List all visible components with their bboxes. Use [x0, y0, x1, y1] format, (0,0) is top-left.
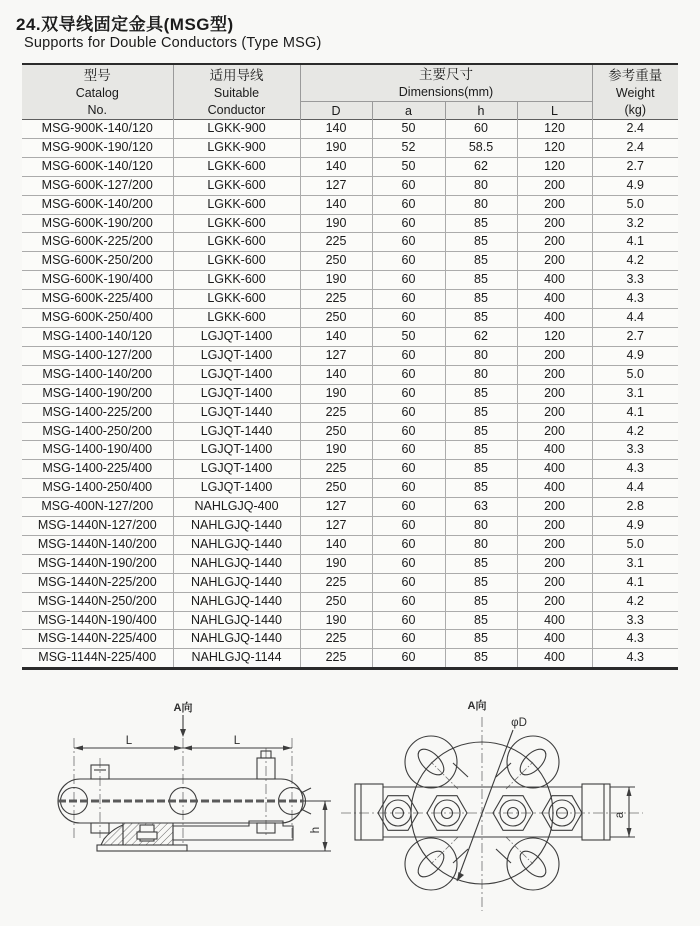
cell-weight: 4.3: [592, 630, 678, 649]
cell-dim-d: 225: [300, 573, 372, 592]
cell-dim-a: 60: [372, 460, 445, 479]
cell-dim-a: 60: [372, 630, 445, 649]
cell-weight: 4.9: [592, 176, 678, 195]
cell-dim-h: 85: [445, 214, 517, 233]
cell-dim-d: 140: [300, 535, 372, 554]
header-catalog-en1: Catalog: [75, 85, 119, 100]
table-row: [22, 214, 678, 233]
cell-conductor: NAHLGJQ-1440: [173, 573, 300, 592]
header-weight-en1: Weight: [615, 85, 655, 100]
cell-weight: 3.2: [592, 214, 678, 233]
header-dim-a: a: [372, 102, 445, 120]
cell-conductor: LGJQT-1440: [173, 422, 300, 441]
cell-dim-h: 85: [445, 422, 517, 441]
cell-dim-d: 140: [300, 195, 372, 214]
cell-dim-h: 80: [445, 195, 517, 214]
cell-catalog-no: MSG-1400-225/200: [22, 403, 173, 422]
right-dim-d-label: φD: [511, 717, 527, 729]
cell-catalog-no: MSG-400N-127/200: [22, 498, 173, 517]
cell-weight: 2.4: [592, 138, 678, 157]
cell-catalog-no: MSG-1400-127/200: [22, 346, 173, 365]
cell-dim-d: 190: [300, 384, 372, 403]
cell-dim-a: 60: [372, 233, 445, 252]
cell-dim-l: 200: [517, 195, 592, 214]
cell-dim-h: 85: [445, 554, 517, 573]
table-row: [22, 460, 678, 479]
cell-catalog-no: MSG-1440N-250/200: [22, 592, 173, 611]
table-row: [22, 120, 678, 139]
cell-catalog-no: MSG-600K-190/400: [22, 271, 173, 290]
cell-dim-d: 250: [300, 479, 372, 498]
cell-conductor: NAHLGJQ-1440: [173, 535, 300, 554]
cell-dim-h: 80: [445, 346, 517, 365]
cell-conductor: LGKK-600: [173, 252, 300, 271]
header-dim-d: D: [300, 102, 372, 120]
cell-conductor: LGJQT-1400: [173, 460, 300, 479]
left-dim-l2-label: L: [233, 735, 241, 747]
cell-dim-d: 250: [300, 422, 372, 441]
table-row: [22, 327, 678, 346]
cell-dim-h: 85: [445, 271, 517, 290]
cell-dim-a: 60: [372, 290, 445, 309]
cell-conductor: NAHLGJQ-1440: [173, 630, 300, 649]
cell-dim-h: 85: [445, 573, 517, 592]
header-weight-en2: (kg): [624, 102, 647, 117]
cell-conductor: NAHLGJQ-400: [173, 498, 300, 517]
cell-weight: 2.7: [592, 157, 678, 176]
side-view-svg: [45, 698, 345, 863]
cell-dim-l: 200: [517, 573, 592, 592]
cell-weight: 2.8: [592, 498, 678, 517]
table-row: [22, 403, 678, 422]
cell-catalog-no: MSG-1440N-140/200: [22, 535, 173, 554]
cell-dim-h: 85: [445, 460, 517, 479]
cell-weight: 2.4: [592, 120, 678, 139]
cell-dim-d: 250: [300, 309, 372, 328]
cell-dim-d: 140: [300, 157, 372, 176]
cell-catalog-no: MSG-900K-190/120: [22, 138, 173, 157]
cell-dim-l: 200: [517, 498, 592, 517]
cell-dim-a: 60: [372, 592, 445, 611]
cell-conductor: LGJQT-1400: [173, 441, 300, 460]
cell-catalog-no: MSG-1400-190/200: [22, 384, 173, 403]
right-view-label: A向: [467, 700, 487, 712]
cell-conductor: LGJQT-1400: [173, 384, 300, 403]
table-row: [22, 649, 678, 669]
cell-catalog-no: MSG-1400-140/200: [22, 365, 173, 384]
cell-weight: 4.3: [592, 290, 678, 309]
cell-dim-l: 200: [517, 346, 592, 365]
cell-conductor: LGKK-600: [173, 233, 300, 252]
cell-weight: 5.0: [592, 535, 678, 554]
left-view-label: A向: [173, 702, 193, 714]
table-row: [22, 195, 678, 214]
cell-weight: 3.3: [592, 611, 678, 630]
cell-dim-d: 140: [300, 120, 372, 139]
table-row: [22, 630, 678, 649]
cell-dim-d: 140: [300, 365, 372, 384]
cell-conductor: LGKK-600: [173, 195, 300, 214]
cell-dim-d: 140: [300, 327, 372, 346]
cell-dim-a: 60: [372, 346, 445, 365]
cell-dim-l: 200: [517, 252, 592, 271]
header-dimensions-zh: 主要尺寸: [300, 64, 592, 84]
cell-dim-h: 85: [445, 384, 517, 403]
cell-dim-a: 60: [372, 271, 445, 290]
cell-dim-d: 250: [300, 592, 372, 611]
cell-catalog-no: MSG-1440N-190/400: [22, 611, 173, 630]
catalog-table: [22, 63, 678, 670]
cell-dim-d: 127: [300, 176, 372, 195]
cell-conductor: LGJQT-1400: [173, 479, 300, 498]
cell-dim-a: 60: [372, 214, 445, 233]
cell-dim-h: 85: [445, 403, 517, 422]
cell-weight: 3.3: [592, 441, 678, 460]
cell-dim-l: 400: [517, 290, 592, 309]
header-weight: [592, 64, 678, 120]
cell-dim-l: 120: [517, 327, 592, 346]
table-row: [22, 573, 678, 592]
cell-dim-h: 85: [445, 649, 517, 669]
cell-conductor: LGKK-600: [173, 271, 300, 290]
cell-weight: 4.9: [592, 346, 678, 365]
header-dimensions-en: Dimensions(mm): [300, 84, 592, 102]
header-conductor-zh: 适用导线: [209, 67, 264, 83]
table-row: [22, 290, 678, 309]
table-row: [22, 554, 678, 573]
cell-dim-a: 60: [372, 479, 445, 498]
cell-dim-a: 60: [372, 422, 445, 441]
cell-conductor: NAHLGJQ-1440: [173, 592, 300, 611]
cell-dim-l: 200: [517, 517, 592, 536]
cell-catalog-no: MSG-1400-250/400: [22, 479, 173, 498]
cell-catalog-no: MSG-600K-127/200: [22, 176, 173, 195]
table-row: [22, 346, 678, 365]
cell-dim-h: 85: [445, 611, 517, 630]
table-row: [22, 535, 678, 554]
cell-conductor: NAHLGJQ-1440: [173, 554, 300, 573]
cell-dim-l: 200: [517, 554, 592, 573]
cell-conductor: NAHLGJQ-1440: [173, 517, 300, 536]
cell-dim-h: 63: [445, 498, 517, 517]
cell-dim-a: 60: [372, 441, 445, 460]
page-title: 24.双导线固定金具(MSG型): [16, 15, 234, 34]
header-dim-h: h: [445, 102, 517, 120]
cell-dim-l: 400: [517, 630, 592, 649]
header-dim-l: L: [517, 102, 592, 120]
cell-conductor: LGKK-600: [173, 290, 300, 309]
table-row: [22, 271, 678, 290]
cell-catalog-no: MSG-1400-225/400: [22, 460, 173, 479]
cell-dim-a: 60: [372, 517, 445, 536]
cell-dim-l: 400: [517, 309, 592, 328]
cell-conductor: LGKK-600: [173, 214, 300, 233]
cell-catalog-no: MSG-600K-225/200: [22, 233, 173, 252]
header-conductor: [173, 64, 300, 120]
cell-dim-a: 60: [372, 403, 445, 422]
cell-conductor: LGJQT-1440: [173, 403, 300, 422]
table-header: [22, 64, 678, 120]
cell-dim-d: 225: [300, 233, 372, 252]
cell-catalog-no: MSG-600K-225/400: [22, 290, 173, 309]
cell-catalog-no: MSG-600K-250/400: [22, 309, 173, 328]
cell-dim-a: 60: [372, 384, 445, 403]
cell-catalog-no: MSG-1440N-127/200: [22, 517, 173, 536]
cell-catalog-no: MSG-1400-250/200: [22, 422, 173, 441]
cell-weight: 5.0: [592, 365, 678, 384]
cell-conductor: LGJQT-1400: [173, 327, 300, 346]
cell-dim-h: 80: [445, 535, 517, 554]
cell-catalog-no: MSG-1440N-225/400: [22, 630, 173, 649]
cell-dim-d: 225: [300, 649, 372, 669]
cell-dim-d: 190: [300, 271, 372, 290]
cell-weight: 3.3: [592, 271, 678, 290]
cell-weight: 5.0: [592, 195, 678, 214]
cell-dim-h: 85: [445, 630, 517, 649]
cell-dim-h: 85: [445, 479, 517, 498]
cell-dim-h: 85: [445, 233, 517, 252]
cell-conductor: LGKK-600: [173, 157, 300, 176]
cell-dim-h: 80: [445, 517, 517, 536]
header-weight-zh: 参考重量: [608, 67, 663, 83]
table-row: [22, 498, 678, 517]
cell-weight: 4.9: [592, 517, 678, 536]
cell-dim-a: 50: [372, 157, 445, 176]
cell-dim-d: 127: [300, 498, 372, 517]
cell-catalog-no: MSG-1144N-225/400: [22, 649, 173, 669]
cell-dim-a: 60: [372, 195, 445, 214]
cell-dim-h: 85: [445, 592, 517, 611]
cell-dim-a: 60: [372, 176, 445, 195]
front-view-drawing: [335, 693, 655, 926]
table-row: [22, 138, 678, 157]
cell-weight: 4.2: [592, 252, 678, 271]
cell-dim-l: 400: [517, 271, 592, 290]
table-row: [22, 592, 678, 611]
table-row: [22, 365, 678, 384]
cell-catalog-no: MSG-1400-140/120: [22, 327, 173, 346]
cell-dim-l: 200: [517, 403, 592, 422]
table-row: [22, 479, 678, 498]
cell-dim-a: 60: [372, 611, 445, 630]
header-conductor-en1: Suitable: [213, 85, 260, 100]
cell-weight: 4.1: [592, 403, 678, 422]
cell-catalog-no: MSG-600K-140/200: [22, 195, 173, 214]
cell-dim-d: 225: [300, 630, 372, 649]
cell-dim-a: 60: [372, 365, 445, 384]
cell-catalog-no: MSG-900K-140/120: [22, 120, 173, 139]
cell-dim-h: 85: [445, 290, 517, 309]
cell-dim-l: 200: [517, 422, 592, 441]
cell-dim-a: 52: [372, 138, 445, 157]
cell-dim-a: 60: [372, 498, 445, 517]
cell-catalog-no: MSG-600K-250/200: [22, 252, 173, 271]
table-row: [22, 176, 678, 195]
cell-weight: 3.1: [592, 384, 678, 403]
cell-dim-l: 200: [517, 384, 592, 403]
cell-conductor: NAHLGJQ-1144: [173, 649, 300, 669]
table-row: [22, 441, 678, 460]
cell-conductor: LGKK-600: [173, 309, 300, 328]
cell-dim-d: 190: [300, 554, 372, 573]
cell-conductor: NAHLGJQ-1440: [173, 611, 300, 630]
table-row: [22, 384, 678, 403]
side-view-drawing: [45, 698, 345, 868]
cell-dim-a: 60: [372, 252, 445, 271]
cell-dim-h: 80: [445, 365, 517, 384]
cell-dim-a: 60: [372, 573, 445, 592]
cell-catalog-no: MSG-1440N-225/200: [22, 573, 173, 592]
cell-dim-l: 200: [517, 233, 592, 252]
cell-dim-h: 62: [445, 157, 517, 176]
cell-weight: 4.4: [592, 309, 678, 328]
cell-dim-l: 120: [517, 120, 592, 139]
cell-dim-d: 250: [300, 252, 372, 271]
header-catalog: [22, 64, 173, 120]
cell-dim-h: 85: [445, 441, 517, 460]
cell-dim-a: 50: [372, 120, 445, 139]
cell-dim-h: 62: [445, 327, 517, 346]
cell-dim-l: 400: [517, 460, 592, 479]
cell-dim-l: 200: [517, 176, 592, 195]
cell-dim-a: 60: [372, 309, 445, 328]
cell-dim-l: 200: [517, 592, 592, 611]
cell-dim-l: 400: [517, 649, 592, 669]
catalog-table-wrap: [22, 63, 678, 670]
cell-dim-d: 127: [300, 346, 372, 365]
cell-weight: 4.3: [592, 460, 678, 479]
cell-weight: 4.1: [592, 233, 678, 252]
cell-dim-a: 50: [372, 327, 445, 346]
cell-dim-h: 58.5: [445, 138, 517, 157]
cell-dim-d: 190: [300, 611, 372, 630]
cell-dim-l: 400: [517, 611, 592, 630]
header-catalog-en2: No.: [87, 102, 107, 117]
front-view-svg: [335, 693, 655, 921]
cell-conductor: LGJQT-1400: [173, 346, 300, 365]
cell-dim-l: 120: [517, 157, 592, 176]
cell-dim-l: 120: [517, 138, 592, 157]
header-conductor-en2: Conductor: [207, 102, 266, 117]
cell-dim-l: 400: [517, 441, 592, 460]
cell-dim-d: 225: [300, 290, 372, 309]
table-row: [22, 309, 678, 328]
cell-catalog-no: MSG-1440N-190/200: [22, 554, 173, 573]
table-row: [22, 233, 678, 252]
table-row: [22, 157, 678, 176]
cell-dim-l: 400: [517, 479, 592, 498]
cell-dim-d: 190: [300, 441, 372, 460]
cell-weight: 4.2: [592, 422, 678, 441]
cell-dim-d: 190: [300, 214, 372, 233]
left-dim-h-label: h: [310, 826, 322, 834]
cell-catalog-no: MSG-1400-190/400: [22, 441, 173, 460]
cell-conductor: LGKK-900: [173, 138, 300, 157]
header-catalog-zh: 型号: [83, 67, 111, 83]
table-body: [22, 120, 678, 669]
table-row: [22, 517, 678, 536]
cell-dim-l: 200: [517, 214, 592, 233]
cell-dim-a: 60: [372, 649, 445, 669]
cell-dim-h: 80: [445, 176, 517, 195]
cell-dim-a: 60: [372, 554, 445, 573]
cell-dim-l: 200: [517, 535, 592, 554]
left-dim-l1-label: L: [125, 735, 133, 747]
cell-catalog-no: MSG-600K-140/120: [22, 157, 173, 176]
cell-weight: 4.2: [592, 592, 678, 611]
table-row: [22, 611, 678, 630]
cell-dim-h: 85: [445, 252, 517, 271]
cell-weight: 2.7: [592, 327, 678, 346]
cell-weight: 4.1: [592, 573, 678, 592]
cell-weight: 4.4: [592, 479, 678, 498]
cell-dim-d: 190: [300, 138, 372, 157]
cell-weight: 4.3: [592, 649, 678, 669]
cell-dim-d: 225: [300, 403, 372, 422]
table-row: [22, 422, 678, 441]
cell-catalog-no: MSG-600K-190/200: [22, 214, 173, 233]
cell-dim-d: 127: [300, 517, 372, 536]
cell-conductor: LGKK-900: [173, 120, 300, 139]
cell-weight: 3.1: [592, 554, 678, 573]
table-row: [22, 252, 678, 271]
cell-conductor: LGJQT-1400: [173, 365, 300, 384]
cell-dim-a: 60: [372, 535, 445, 554]
page-subtitle: Supports for Double Conductors (Type MSG): [24, 35, 322, 51]
cell-dim-h: 60: [445, 120, 517, 139]
right-dim-a-label: a: [614, 811, 626, 819]
cell-dim-d: 225: [300, 460, 372, 479]
cell-dim-l: 200: [517, 365, 592, 384]
cell-dim-h: 85: [445, 309, 517, 328]
cell-conductor: LGKK-600: [173, 176, 300, 195]
